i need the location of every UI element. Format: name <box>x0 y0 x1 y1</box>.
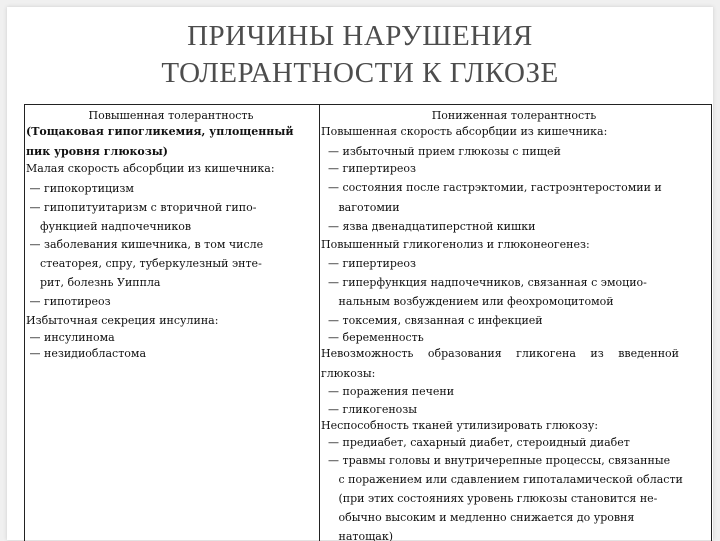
right-line: (при этих состояниях уровень глюкозы становится не- <box>321 492 658 505</box>
right-line: — избыточный прием глюкозы с пищей <box>321 145 561 158</box>
right-line: — гликогенозы <box>321 403 418 416</box>
right-line: с поражением или сдавлением гипоталамической области <box>321 473 683 486</box>
justified-word: образования <box>427 347 502 360</box>
right-line: — предиабет, сахарный диабет, стероидный диабет <box>321 436 630 449</box>
right-line: — поражения печени <box>321 385 455 398</box>
left-line: — гипокортицизм <box>26 182 134 195</box>
right-line: Повышенная скорость абсорбции из кишечника: <box>321 125 608 138</box>
causes-table <box>24 104 712 541</box>
right-line: Повышенный гликогенолиз и глюконеогенез: <box>321 238 590 251</box>
left-line: — инсулинома <box>26 331 115 344</box>
left-line: — незидиобластома <box>26 347 147 360</box>
right-line: — беременность <box>321 331 424 344</box>
right-line: — гиперфункция надпочечников, связанная с эмоцио- <box>321 276 647 289</box>
left-line: рит, болезнь Уиппла <box>26 276 161 289</box>
right-line: обычно высоким и медленно снижается до уровня <box>321 511 635 524</box>
justified-word: гликогена <box>516 347 576 360</box>
left-line: — заболевания кишечника, в том числе <box>26 238 264 251</box>
right-line: натощак) <box>321 530 394 541</box>
left-line: функцией надпочечников <box>26 220 192 233</box>
left-line: (Тощаковая гипогликемия, уплощенный <box>26 125 294 138</box>
right-line: — гипертиреоз <box>321 257 417 270</box>
left-header: Повышенная толерантность <box>88 109 254 122</box>
justified-word: из <box>590 347 604 360</box>
left-line: пик уровня глюкозы) <box>26 145 169 158</box>
right-line: — токсемия, связанная с инфекцией <box>321 314 543 327</box>
right-line: Неспособность тканей утилизировать глюкозу: <box>321 419 599 432</box>
right-line: — травмы головы и внутричерепные процессы, связанные <box>321 454 671 467</box>
left-line: — гипотиреоз <box>26 295 111 308</box>
right-line: нальным возбуждением или феохромоцитомой <box>321 295 614 308</box>
right-line: — язва двенадцатиперстной кишки <box>321 220 536 233</box>
left-line: стеаторея, спру, туберкулезный энте- <box>26 257 262 270</box>
right-line: ваготомии <box>321 201 400 214</box>
title-line-1: ПРИЧИНЫ НАРУШЕНИЯ <box>187 20 533 52</box>
right-line: — состояния после гастрэктомии, гастроэнтеростомии и <box>321 181 662 194</box>
column-divider <box>319 105 320 541</box>
page-title <box>0 18 720 92</box>
left-line: — гипопитуитаризм с вторичной гипо- <box>26 201 257 214</box>
title-line-2: ТОЛЕРАНТНОСТИ К ГЛКОЗЕ <box>161 57 559 89</box>
left-line: Избыточная секреция инсулина: <box>26 314 219 327</box>
justified-word: Невозможность <box>321 347 414 360</box>
right-line: — гипертиреоз <box>321 162 417 175</box>
left-line: Малая скорость абсорбции из кишечника: <box>26 162 275 175</box>
right-line: глюкозы: <box>321 367 376 380</box>
right-line-justified <box>321 347 679 361</box>
justified-word: введенной <box>618 347 679 360</box>
right-header: Пониженная толерантность <box>431 109 597 122</box>
